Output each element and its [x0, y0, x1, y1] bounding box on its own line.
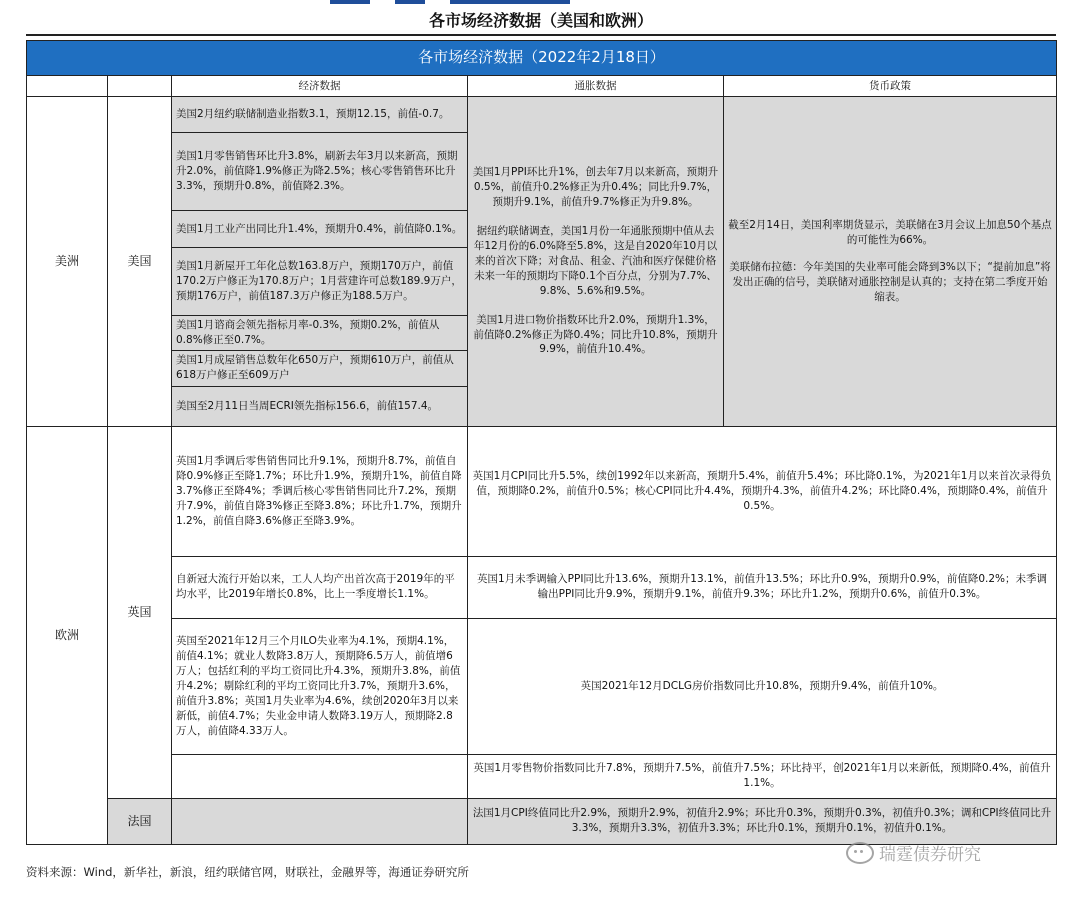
blank-header-cell [27, 76, 108, 97]
table-header-row [27, 41, 1057, 76]
inflation-text: 据纽约联储调查，美国1月份一年通胀预期中值从去年12月份的6.0%降至5.8%，这是自2020年10月以来的首次下降；对食品、租金、汽油和医疗保健价格未来一年的预期均下降0.1个百分点，分别为7.7%、9.8%、5.6%和9.5%。 [473, 225, 718, 297]
region-europe: 欧洲 [27, 426, 108, 844]
economic-cell: 美国1月新屋开工年化总数163.8万户，预期170万户，前值170.2万户修正为170.8万户；1月营建许可总数189.9万户，预期176万户，前值187.3万户修正为188.5万户。 [172, 248, 468, 316]
table-header: 各市场经济数据（2022年2月18日） [27, 41, 1057, 76]
column-header-row [27, 76, 1057, 97]
economic-cell: 美国1月零售销售环比升3.8%，刷新去年3月以来新高，预期升2.0%，前值降1.9%修正为降2.5%；核心零售销售环比升3.3%，预期升0.8%，前值降2.3%。 [172, 133, 468, 211]
table-row [27, 618, 1057, 754]
blank-header-cell [108, 76, 172, 97]
table-row [27, 798, 1057, 844]
top-accent-bar [0, 0, 1080, 8]
economic-cell: 英国1月季调后零售销售同比升9.1%，预期升8.7%，前值自降0.9%修正至降1.7%；环比升1.9%，预期升1%，前值自降3.7%修正至降4%；季调后核心零售销售同比升7.2%，预期升7.9%，前值自降3%修正至降3.8%；环比升1.7%，预期升1.2%，前值自降3.6%修正至降3.9%。 [172, 426, 468, 556]
inflation-cell: 法国1月CPI终值同比升2.9%，预期升2.9%，初值升2.9%；环比升0.3%，预期升0.3%，初值升0.3%；调和CPI终值同比升3.3%，预期升3.3%，初值升3.3%；环比升0.1%，预期升0.1%，初值升0.1%。 [468, 798, 1057, 844]
policy-text: 截至2月14日，美国利率期货显示，美联储在3月会议上加息50个基点的可能性为66%。 [728, 219, 1052, 247]
table-row [27, 426, 1057, 556]
page-title: 各市场经济数据（美国和欧洲） [428, 11, 653, 30]
economic-cell: 美国1月成屋销售总数年化650万户，预期610万户，前值从618万户修正至609万户 [172, 350, 468, 386]
region-americas: 美洲 [27, 97, 108, 427]
source-note: 资料来源：Wind，新华社，新浪，纽约联储官网，财联社，金融界等，海通证券研究所 [26, 865, 469, 879]
country-uk: 英国 [108, 426, 172, 798]
inflation-cell: 英国1月未季调输入PPI同比升13.6%，预期升13.1%，前值升13.5%；环比升0.9%，预期升0.9%，前值降0.2%；未季调输出PPI同比升9.9%，预期升9.1%，前值升9.3%；环比升1.2%，预期升0.6%，前值升0.3%。 [468, 556, 1057, 618]
inflation-cell [468, 97, 724, 427]
column-header-inflation: 通胀数据 [468, 76, 724, 97]
country-france: 法国 [108, 798, 172, 844]
economic-cell: 美国至2月11日当周ECRI领先指标156.6，前值157.4。 [172, 386, 468, 426]
column-header-policy: 货币政策 [724, 76, 1057, 97]
inflation-text: 美国1月进口物价指数环比升2.0%，预期升1.3%，前值降0.2%修正为降0.4%；同比升10.8%，预期升9.9%，前值升10.4%。 [473, 313, 718, 356]
economic-cell: 英国至2021年12月三个月ILO失业率为4.1%，预期4.1%，前值4.1%；就业人数降3.8万人，预期降6.5万人，前值增6万人；包括红利的平均工资同比升4.3%，预期升3.8%，前值升4.2%；剔除红利的平均工资同比升3.7%，预期升3.6%，前值升3.8%；英国1月失业率为4.6%，续创2020年3月以来新低，前值4.7%；失业金申请人数降3.19万人，预期降2.8万人，前值降4.33万人。 [172, 618, 468, 754]
economic-cell [172, 754, 468, 798]
column-header-economic: 经济数据 [172, 76, 468, 97]
table-row [27, 754, 1057, 798]
table-row [27, 556, 1057, 618]
watermark-text: 瑞霆债券研究 [879, 845, 981, 865]
policy-text: 美联储布拉德：今年美国的失业率可能会降到3%以下；“提前加息”将发出正确的信号，美联储对通胀控制是认真的；支持在第二季度开始缩表。 [729, 260, 1051, 303]
economic-cell [172, 798, 468, 844]
economic-cell: 美国2月纽约联储制造业指数3.1，预期12.15，前值-0.7。 [172, 97, 468, 133]
economic-cell: 美国1月谘商会领先指标月率-0.3%，预期0.2%，前值从0.8%修正至0.7%。 [172, 316, 468, 351]
table-row [27, 97, 1057, 133]
inflation-text: 美国1月PPI环比升1%，创去年7月以来新高，预期升0.5%，前值升0.2%修正为升0.4%；同比升9.7%，预期升9.1%，前值升9.7%修正为升9.8%。 [472, 166, 719, 209]
inflation-cell: 英国2021年12月DCLG房价指数同比升10.8%，预期升9.4%，前值升10%。 [468, 618, 1057, 754]
inflation-cell: 英国1月零售物价指数同比升7.8%，预期升7.5%，前值升7.5%；环比持平，创2021年1月以来新低，预期降0.4%，前值升1.1%。 [468, 754, 1057, 798]
title-bar [26, 8, 1056, 36]
wechat-icon [846, 842, 874, 864]
watermark [846, 840, 981, 865]
inflation-cell: 英国1月CPI同比升5.5%，续创1992年以来新高，预期升5.4%，前值升5.4%；环比降0.1%，为2021年1月以来首次录得负值，预期降0.2%，前值升0.5%；核心CPI同比升4.4%，预期升4.3%，前值升4.2%；环比降0.4%，预期降0.4%，前值升0.5%。 [468, 426, 1057, 556]
economic-cell: 自新冠大流行开始以来，工人人均产出首次高于2019年的平均水平，比2019年增长0.8%，比上一季度增长1.1%。 [172, 556, 468, 618]
economic-cell: 美国1月工业产出同比升1.4%，预期升0.4%，前值降0.1%。 [172, 211, 468, 248]
economic-data-table [26, 40, 1057, 845]
country-us: 美国 [108, 97, 172, 427]
policy-cell [724, 97, 1057, 427]
